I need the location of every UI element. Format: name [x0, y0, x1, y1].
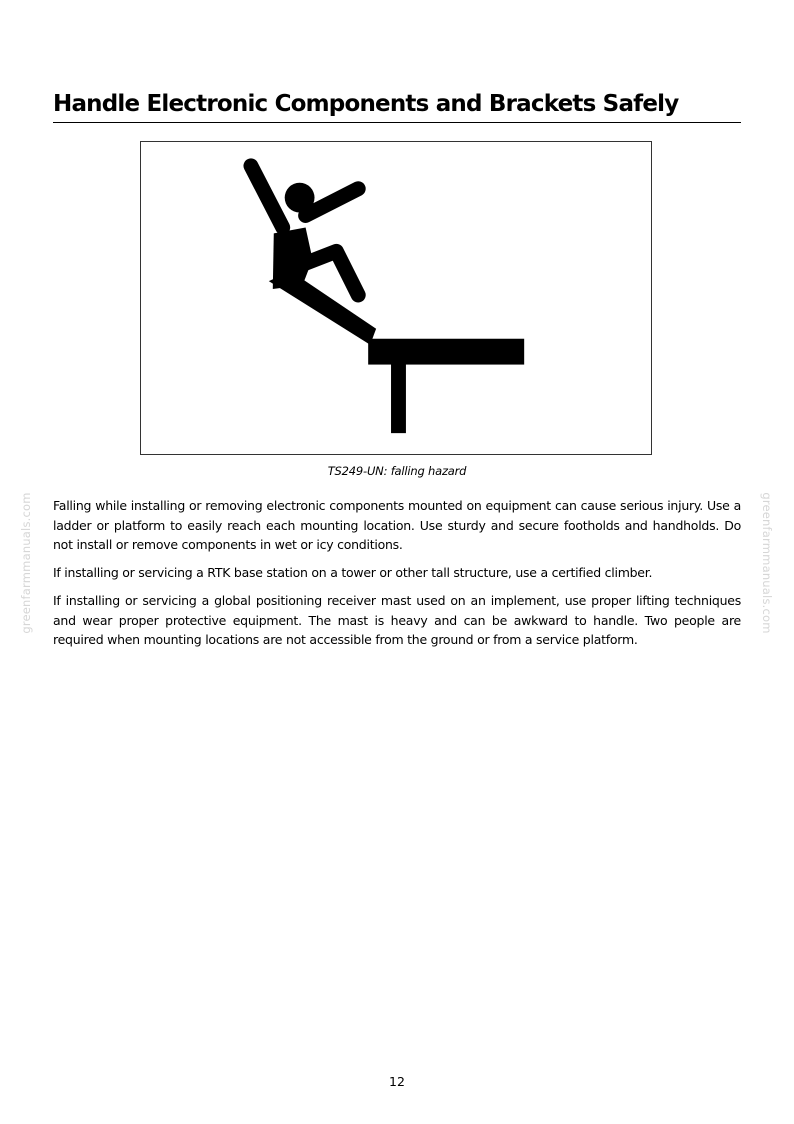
falling-hazard-icon: [141, 142, 651, 454]
page-number: 12: [389, 1074, 405, 1089]
title-rule: [53, 122, 741, 123]
page-title: Handle Electronic Components and Brackets Safely: [53, 91, 679, 117]
figure-caption: TS249-UN: falling hazard: [327, 464, 467, 478]
body-paragraph: Falling while installing or removing electronic components mounted on equipment can cause serious injury. Use a ladder or platform to easily reach each mounting location. Use sturdy and secure footholds and handholds. Do not install or remove components in wet or icy conditions.: [53, 498, 741, 552]
body-paragraph: If installing or servicing a global positioning receiver mast used on an implement, use proper lifting techniques and wear proper protective equipment. The mast is heavy and can be awkward to handle. Two people are required when mounting locations are not accessible from the ground or from a service platform.: [53, 593, 741, 647]
watermark-right: greenfarmmanuals.com: [760, 492, 774, 634]
figure-frame: [140, 141, 652, 455]
body-paragraph: If installing or servicing a RTK base station on a tower or other tall structure, use a certified climber.: [53, 565, 653, 580]
watermark-left: greenfarmmanuals.com: [19, 492, 33, 634]
